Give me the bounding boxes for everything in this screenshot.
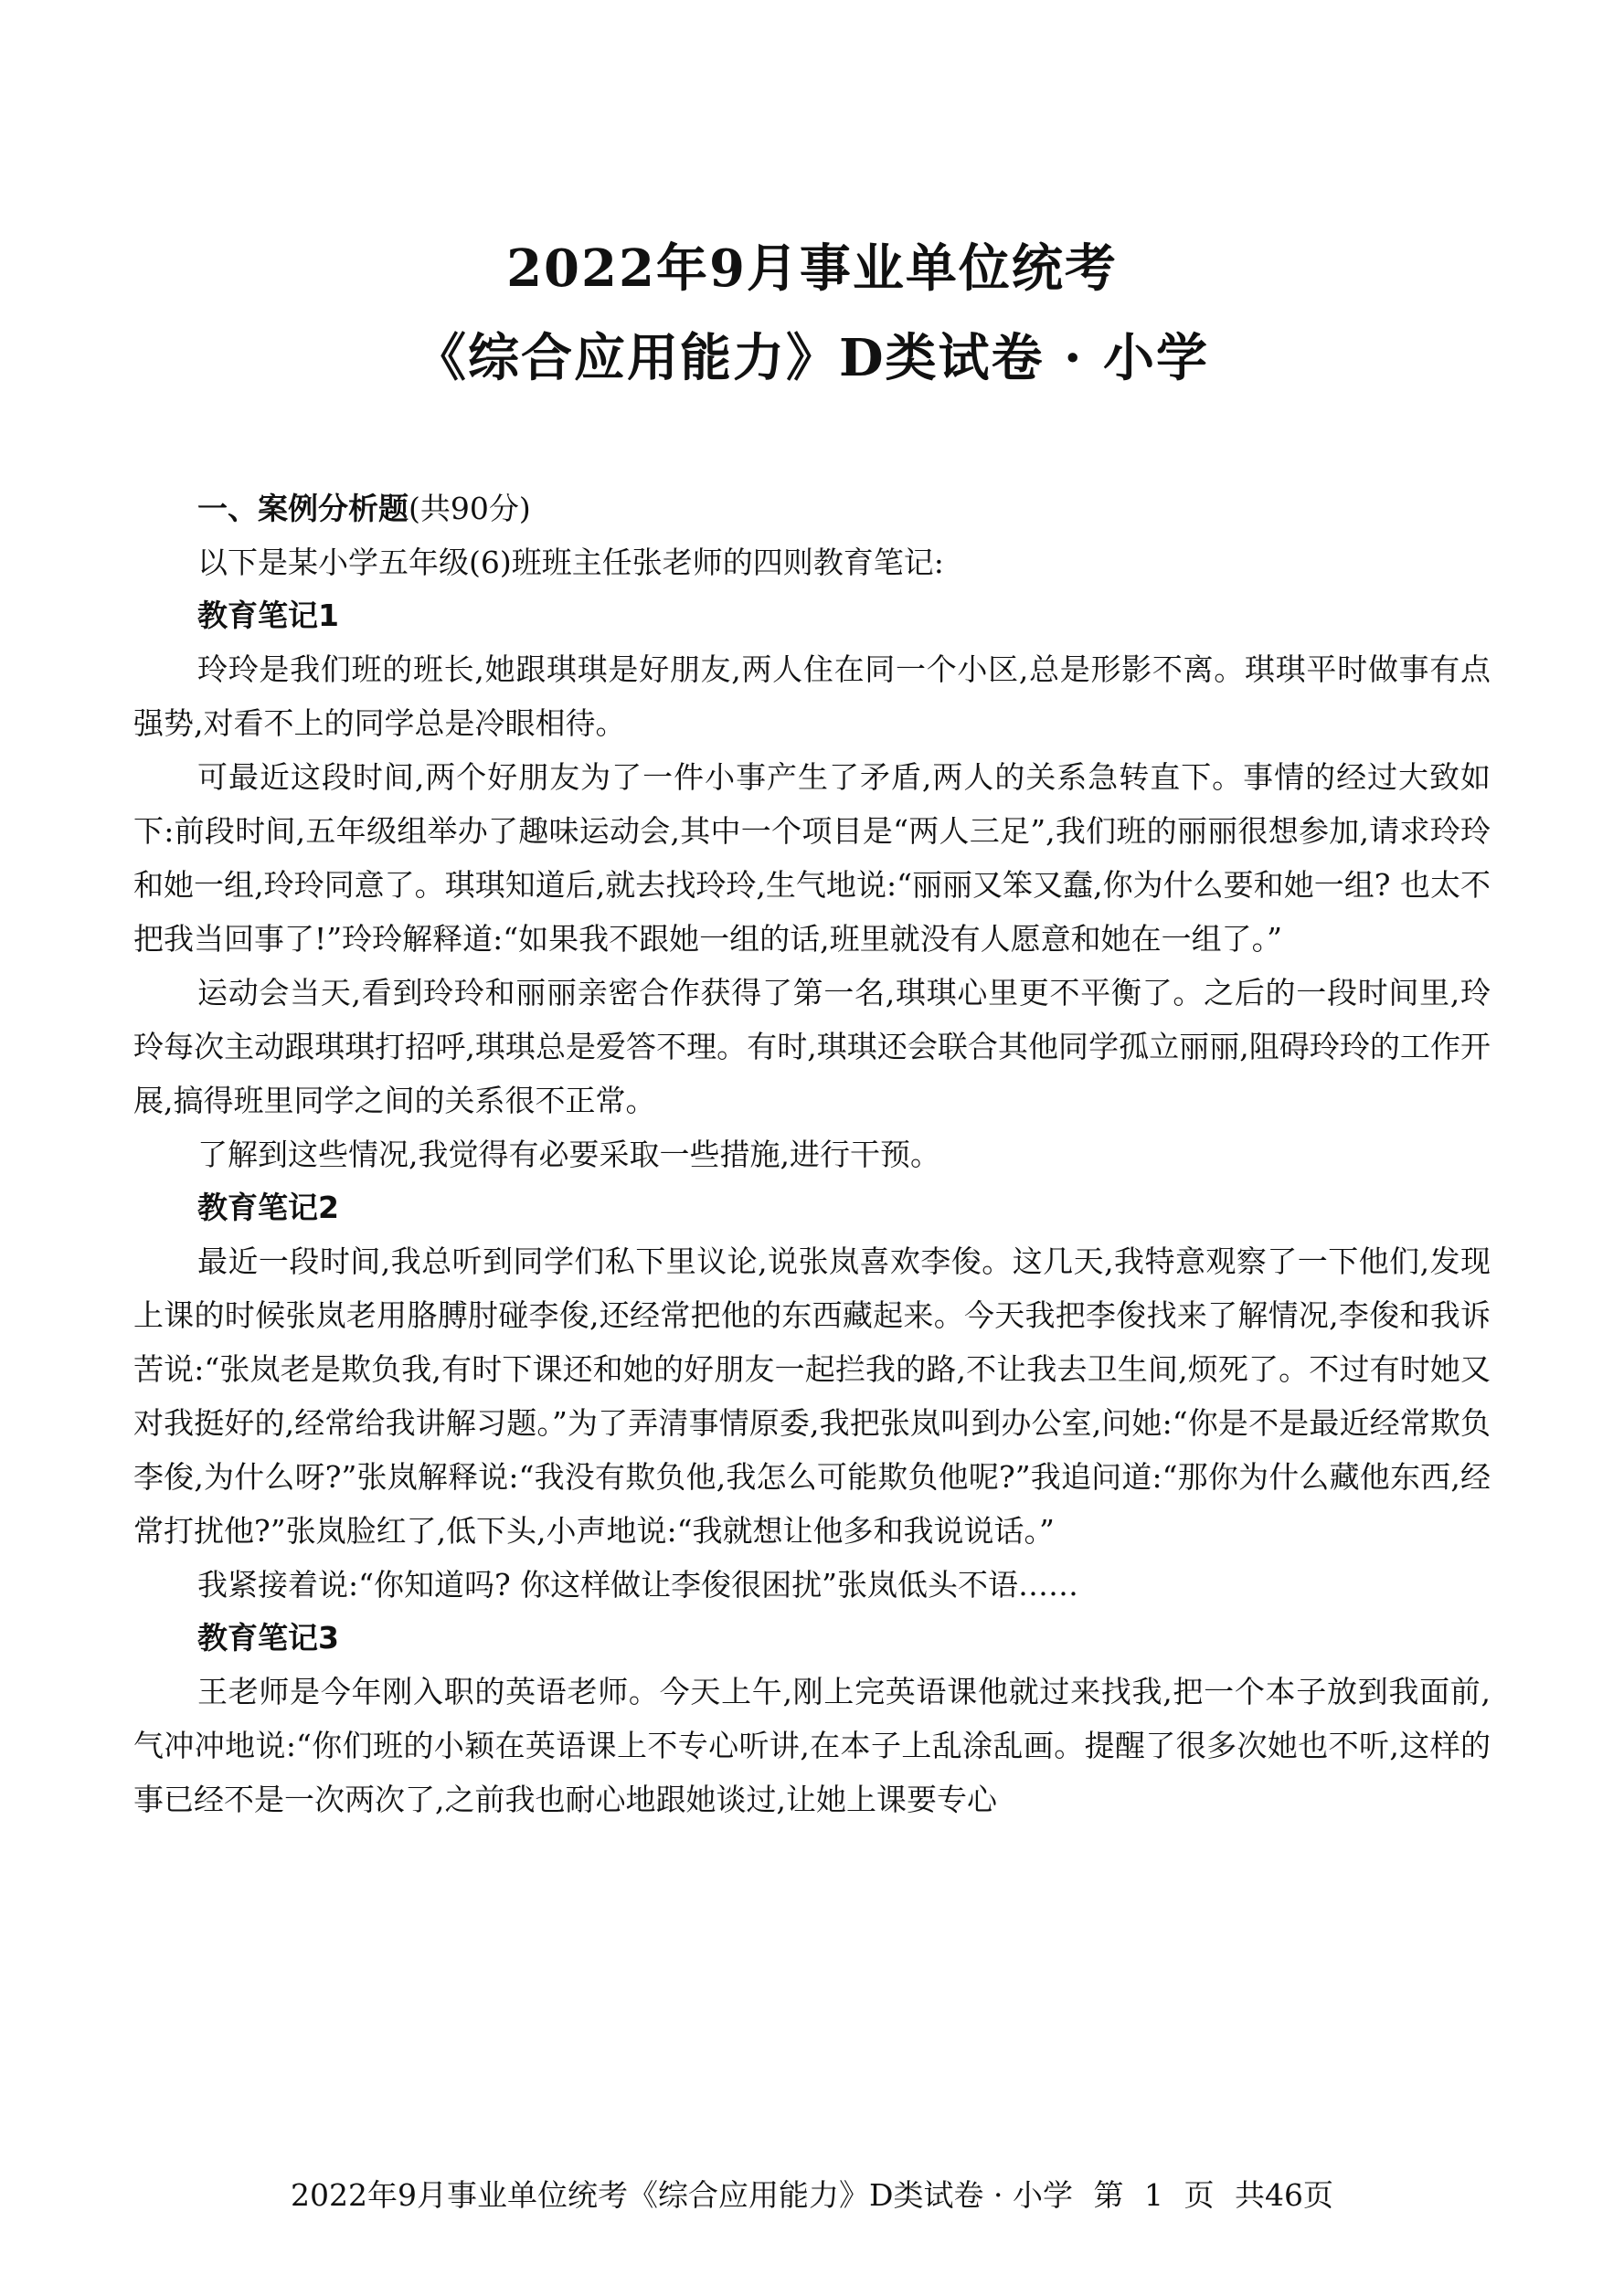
note-heading-3: 教育笔记3 <box>197 1620 339 1656</box>
footer-page-label: 第 <box>1093 2177 1124 2213</box>
title-line-2: 《综合应用能力》D类试卷 · 小学 <box>414 328 1210 388</box>
page-footer <box>0 2173 1624 2218</box>
note-2-paragraph-1: 最近一段时间,我总听到同学们私下里议论,说张岚喜欢李俊。这几天,我特意观察了一下他们,发现上课的时候张岚老用胳膊肘碰李俊,还经常把他的东西藏起来。今天我把李俊找来了解情况,李俊和我诉苦说:“张岚老是欺负我,有时下课还和她的好朋友一起拦我的路,不让我去卫生间,烦死了。不过有时她又对我挺好的,经常给我讲解习题。”为了弄清事情原委,我把张岚叫到办公室,问她:“你是不是最近经常欺负李俊,为什么呀?”张岚解释说:“我没有欺负他,我怎么可能欺负他呢?”我追问道:“那你为什么藏他东西,经常打扰他?”张岚脸红了,低下头,小声地说:“我就想让他多和我说说话。” <box>133 1243 1491 1549</box>
note-1-paragraph-4: 了解到这些情况,我觉得有必要采取一些措施,进行干预。 <box>197 1137 940 1172</box>
footer-page-unit: 页 <box>1184 2177 1215 2213</box>
footer-total-pages: 共46页 <box>1234 2177 1333 2213</box>
note-heading-2: 教育笔记2 <box>197 1190 339 1225</box>
section-heading <box>133 482 1491 535</box>
footer-page-number: 1 <box>1143 2177 1163 2213</box>
exam-title <box>0 224 1624 403</box>
footer-exam-title: 2022年9月事业单位统考《综合应用能力》D类试卷 · 小学 <box>291 2177 1073 2213</box>
intro-text: 以下是某小学五年级(6)班班主任张老师的四则教育笔记: <box>197 545 944 580</box>
exam-content <box>133 482 1491 1826</box>
note-1-paragraph-2: 可最近这段时间,两个好朋友为了一件小事产生了矛盾,两人的关系急转直下。事情的经过大致如下:前段时间,五年级组举办了趣味运动会,其中一个项目是“两人三足”,我们班的丽丽很想参加,请求玲玲和她一组,玲玲同意了。琪琪知道后,就去找玲玲,生气地说:“丽丽又笨又蠢,你为什么要和她一组? 也太不把我当回事了!”玲玲解释道:“如果我不跟她一组的话,班里就没有人愿意和她在一组了。” <box>133 759 1491 957</box>
section-label: 一、案例分析题 <box>197 491 409 526</box>
note-heading-1: 教育笔记1 <box>197 598 339 633</box>
note-3-paragraph-1: 王老师是今年刚入职的英语老师。今天上午,刚上完英语课他就过来找我,把一个本子放到我面前,气冲冲地说:“你们班的小颖在英语课上不专心听讲,在本子上乱涂乱画。提醒了很多次她也不听,这样的事已经不是一次两次了,之前我也耐心地跟她谈过,让她上课要专心 <box>133 1674 1491 1817</box>
section-points: (共90分) <box>409 491 531 526</box>
note-1-paragraph-3: 运动会当天,看到玲玲和丽丽亲密合作获得了第一名,琪琪心里更不平衡了。之后的一段时间里,玲玲每次主动跟琪琪打招呼,琪琪总是爱答不理。有时,琪琪还会联合其他同学孤立丽丽,阻碍玲玲的工作开展,搞得班里同学之间的关系很不正常。 <box>133 975 1491 1118</box>
note-2-paragraph-2: 我紧接着说:“你知道吗? 你这样做让李俊很困扰”张岚低头不语…… <box>197 1567 1079 1603</box>
title-line-1: 2022年9月事业单位统考 <box>506 238 1118 299</box>
note-1-paragraph-1: 玲玲是我们班的班长,她跟琪琪是好朋友,两人住在同一个小区,总是形影不离。琪琪平时做事有点强势,对看不上的同学总是冷眼相待。 <box>133 651 1491 741</box>
